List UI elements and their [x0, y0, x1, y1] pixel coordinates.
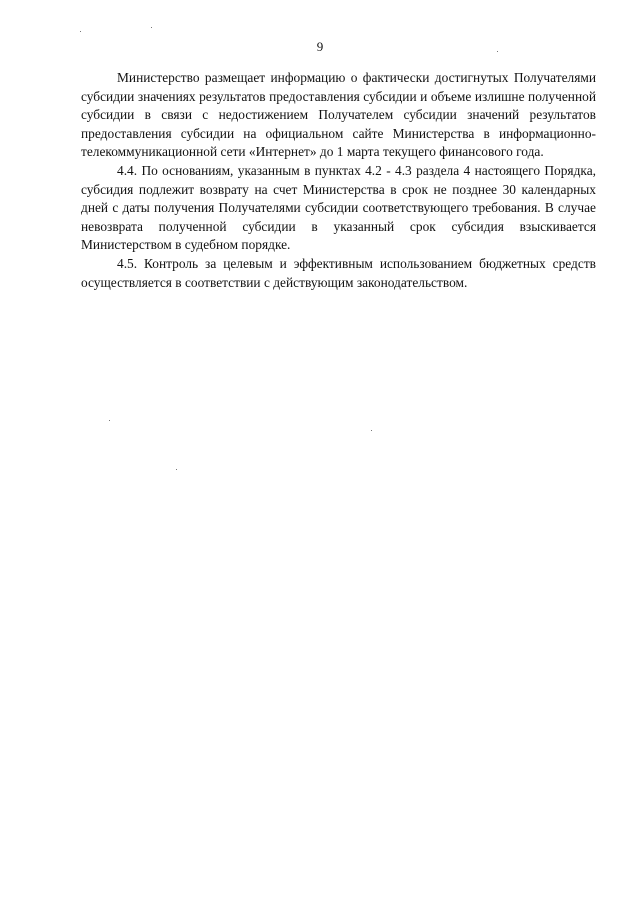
- document-body: [81, 69, 596, 292]
- page-number: 9: [316, 39, 324, 54]
- paragraph-4-5: 4.5. Контроль за целевым и эффективным использованием бюджетных средств осуществляется в соответствии с действующим законодательством.: [81, 255, 596, 290]
- paragraph-4-4: 4.4. По основаниям, указанным в пунктах 4.2 - 4.3 раздела 4 настоящего Порядка, субсидия подлежит возврату на счет Министерства в срок не позднее 30 календарных дней с даты получения Получателями субсидии соответствующего требования. В случае невозврата полученной субсидии в указанный срок субсидия взыскивается Министерством в судебном порядке.: [81, 162, 596, 253]
- paragraph-publication: Министерство размещает информацию о фактически достигнутых Получателями субсидии значениях результатов предоставления субсидии и объеме излишне полученной субсидии в связи с недостижением Получателем субсидии значений результатов предоставления субсидии на официальном сайте Министерства в информационно-телекоммуникационной сети «Интернет» до 1 марта текущего финансового года.: [81, 70, 596, 160]
